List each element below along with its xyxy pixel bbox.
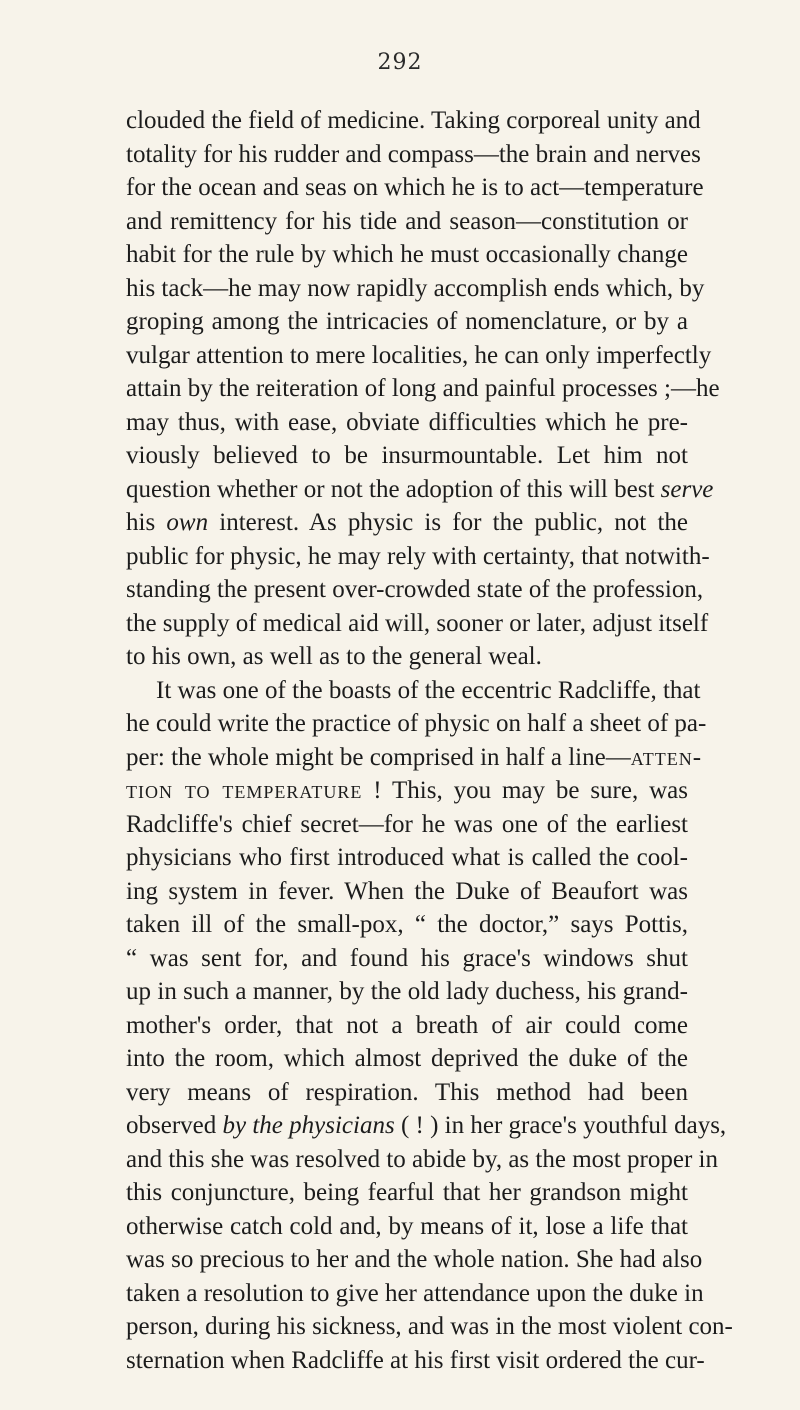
italic-word: serve (660, 475, 714, 503)
text-line: physicians who first introduced what is called the cool- (126, 844, 688, 871)
italic-phrase: by the physicians (222, 1112, 395, 1139)
text-line: vulgar attention to mere localities, he can only imperfectly (126, 341, 712, 369)
body-text (126, 104, 733, 1377)
text-line: was so precious to her and the whole nation. She had also (126, 1246, 703, 1273)
text-line: he could write the practice of physic on half a sheet of pa- (126, 710, 707, 737)
text-line: sternation when Radcliffe at his first visit ordered the cur- (126, 1346, 705, 1374)
text-line: groping among the intricacies of nomenclature, or by a (126, 308, 688, 335)
text-line: attain by the reiteration of long and painful processes ;—he (126, 375, 720, 402)
text-line: question whether or not the adoption of this will best serve (126, 475, 714, 503)
text-line: his own interest. As physic is for the public, not the (126, 509, 688, 536)
small-caps-phrase: tion to temperature (126, 777, 363, 804)
text-line: may thus, with ease, obviate difficulties which he pre- (126, 408, 688, 436)
text-line: the supply of medical aid will, sooner or later, adjust itself (126, 609, 709, 637)
text-line: his tack—he may now rapidly accomplish ends which, by (126, 274, 705, 302)
text-line: Radcliffe's chief secret—for he was one of the earliest (126, 810, 688, 838)
page-number: 292 (377, 50, 423, 75)
text-line: taken a resolution to give her attendance upon the duke in (126, 1279, 704, 1307)
text-line: totality for his rudder and compass—the brain and nerves (126, 140, 701, 168)
text-line: taken ill of the small-pox, “ the doctor,” says Pottis, (126, 911, 688, 938)
text-line: habit for the rule by which he must occasionally change (126, 241, 688, 268)
text-line: viously believed to be insurmountable. Let him not (126, 442, 688, 469)
text-line: and this she was resolved to abide by, as the most proper in (126, 1145, 719, 1173)
text-line: for the ocean and seas on which he is to act—temperature (126, 174, 704, 201)
text-line: otherwise catch cold and, by means of it, lose a life that (126, 1212, 688, 1240)
text-line: mother's order, that not a breath of air could come (126, 1011, 688, 1039)
paragraph-end-line: to his own, as well as to the general weal. (126, 643, 542, 670)
text-line: this conjuncture, being fearful that her grandson might (126, 1179, 688, 1206)
text-line: ing system in fever. When the Duke of Beaufort was (126, 877, 688, 905)
text-line: public for physic, he may rely with certainty, that notwith- (126, 542, 710, 570)
text-line: per: the whole might be comprised in half a line—atten- (126, 743, 703, 771)
text-line: “ was sent for, and found his grace's windows shut (126, 944, 688, 972)
italic-word: own (166, 509, 209, 536)
small-caps-phrase: atten- (630, 743, 703, 771)
text-line: up in such a manner, by the old lady duchess, his grand- (126, 978, 688, 1005)
text-line: tion to temperature ! This, you may be sure, was (126, 777, 688, 804)
text-line: into the room, which almost deprived the duke of the (126, 1045, 688, 1072)
text-line: clouded the field of medicine. Taking corporeal unity and (126, 107, 701, 134)
text-line: observed by the physicians ( ! ) in her grace's youthful days, (126, 1112, 727, 1139)
text-line: standing the present over-crowded state of the profession, (126, 576, 704, 603)
text-line: person, during his sickness, and was in the most violent con- (126, 1313, 733, 1340)
text-line: very means of respiration. This method had been (126, 1078, 688, 1106)
text-line: and remittency for his tide and season—constitution or (126, 207, 688, 235)
paragraph-start-line: It was one of the boasts of the eccentric Radcliffe, that (156, 676, 701, 704)
